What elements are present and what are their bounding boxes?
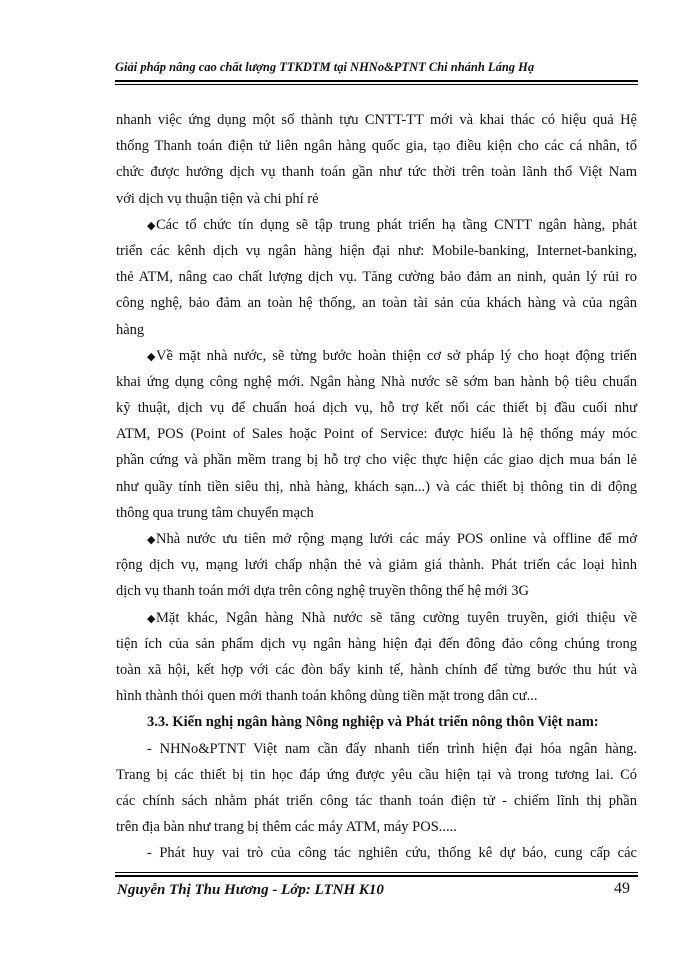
paragraph-line: dịch vụ thanh toán mới dựa trên công nghệ truyền thông thế hệ mới 3G [116, 583, 529, 600]
page-header-title: Giải pháp nâng cao chất lượng TTKDTM tại NHNo&PTNT Chi nhánh Láng Hạ [115, 60, 535, 74]
paragraph-line: các chính sách nhằm phát triển công tác thanh toán điện tử - chiếm lĩnh thị phần [116, 792, 637, 809]
bullet-icon: ◆ [147, 350, 156, 363]
paragraph-line: kỹ thuật, dịch vụ để chuẩn hoá dịch vụ, hỗ trợ kết nối các thiết bị đầu cuối như [116, 400, 637, 417]
bullet-text: Về mặt nhà nước, sẽ từng bước hoàn thiện cơ sở pháp lý cho hoạt động triển [156, 347, 637, 364]
bullet-line [116, 212, 637, 238]
paragraph-line: hình thành thói quen mới thanh toán không dùng tiền mặt trong dân cư... [116, 688, 538, 705]
paragraph-line: như quầy tính tiền siêu thị, nhà hàng, khách sạn...) và các thiết bị thông tin di động [116, 478, 637, 495]
paragraph-line: nhanh việc ứng dụng một số thành tựu CNTT-TT mới và khai thác có hiệu quả Hệ [116, 112, 637, 128]
page-number: 49 [614, 880, 630, 897]
paragraph-line: - NHNo&PTNT Việt nam cần đẩy nhanh tiến trình hiện đại hóa ngân hàng. [147, 740, 637, 757]
footer-rule [115, 872, 638, 877]
bullet-icon: ◆ [147, 219, 156, 232]
paragraph-line: chức được hưởng dịch vụ thanh toán gần như tức thời trên toàn lãnh thổ Việt Nam [116, 164, 637, 181]
paragraph-line: phần cứng và phần mềm trang bị hỗ trợ cho việc thực hiện các giao dịch mua bán lẻ [116, 452, 637, 469]
bullet-icon: ◆ [147, 534, 156, 546]
section-heading: 3.3. Kiến nghị ngân hàng Nông nghiệp và Phát triển nông thôn Việt nam: [147, 714, 599, 731]
paragraph-line: thống Thanh toán điện tử liên ngân hàng quốc gia, tạo điều kiện cho các cá nhân, tổ [116, 138, 637, 155]
paragraph-line: trên địa bàn như trang bị thêm các máy ATM, máy POS..... [116, 819, 457, 836]
header-rule [115, 80, 638, 85]
bullet-line [116, 526, 637, 552]
bullet-text: Mặt khác, Ngân hàng Nhà nước sẽ tăng cường tuyên truyền, giới thiệu về [156, 609, 637, 626]
bullet-text: Các tổ chức tín dụng sẽ tập trung phát triển hạ tầng CNTT ngân hàng, phát [156, 216, 637, 233]
paragraph-line: tiện ích của sản phẩm dịch vụ ngân hàng hiện đại đến đông đảo công chúng trong [116, 635, 637, 652]
paragraph-line: hàng [116, 321, 145, 338]
paragraph-line: thông qua trung tâm chuyển mạch [116, 504, 314, 521]
bullet-line [116, 605, 637, 631]
bullet-text: Nhà nước ưu tiên mở rộng mạng lưới các máy POS online và offline để mở [156, 531, 637, 547]
paragraph-line: Trang bị các thiết bị tin học đáp ứng được yêu cầu hiện tại và trong tương lai. Có [116, 766, 637, 783]
paragraph-line: công nghệ, bảo đảm an toàn hệ thống, an toàn tài sản của khách hàng và của ngân [116, 295, 637, 312]
paragraph-line: với dịch vụ thuận tiện và chi phí rẻ [116, 190, 319, 207]
bullet-line [116, 343, 637, 369]
paragraph-line: triển các kênh dịch vụ ngân hàng hiện đại như: Mobile-banking, Internet-banking, [116, 242, 637, 259]
paragraph-line: rộng dịch vụ, mạng lưới chấp nhận thẻ và giảm giá thành. Phát triển các loại hình [116, 557, 637, 574]
document-body [116, 107, 637, 866]
paragraph-line: - Phát huy vai trò của công tác nghiên cứu, thống kê dự báo, cung cấp các [147, 845, 637, 862]
paragraph-line: thẻ ATM, nâng cao chất lượng dịch vụ. Tăng cường bảo đảm an ninh, quản lý rủi ro [116, 269, 637, 286]
paragraph-line: ATM, POS (Point of Sales hoặc Point of Service: được hiểu là hệ thống máy móc [116, 426, 637, 443]
footer-author: Nguyễn Thị Thu Hương - Lớp: LTNH K10 [117, 882, 384, 898]
paragraph-line: toàn xã hội, kết hợp với các đòn bẩy kinh tế, hành chính để từng bước thu hút và [116, 661, 637, 678]
paragraph-line: khai ứng dụng công nghệ mới. Ngân hàng Nhà nước sẽ sớm ban hành bộ tiêu chuẩn [116, 373, 637, 390]
bullet-icon: ◆ [147, 612, 156, 625]
